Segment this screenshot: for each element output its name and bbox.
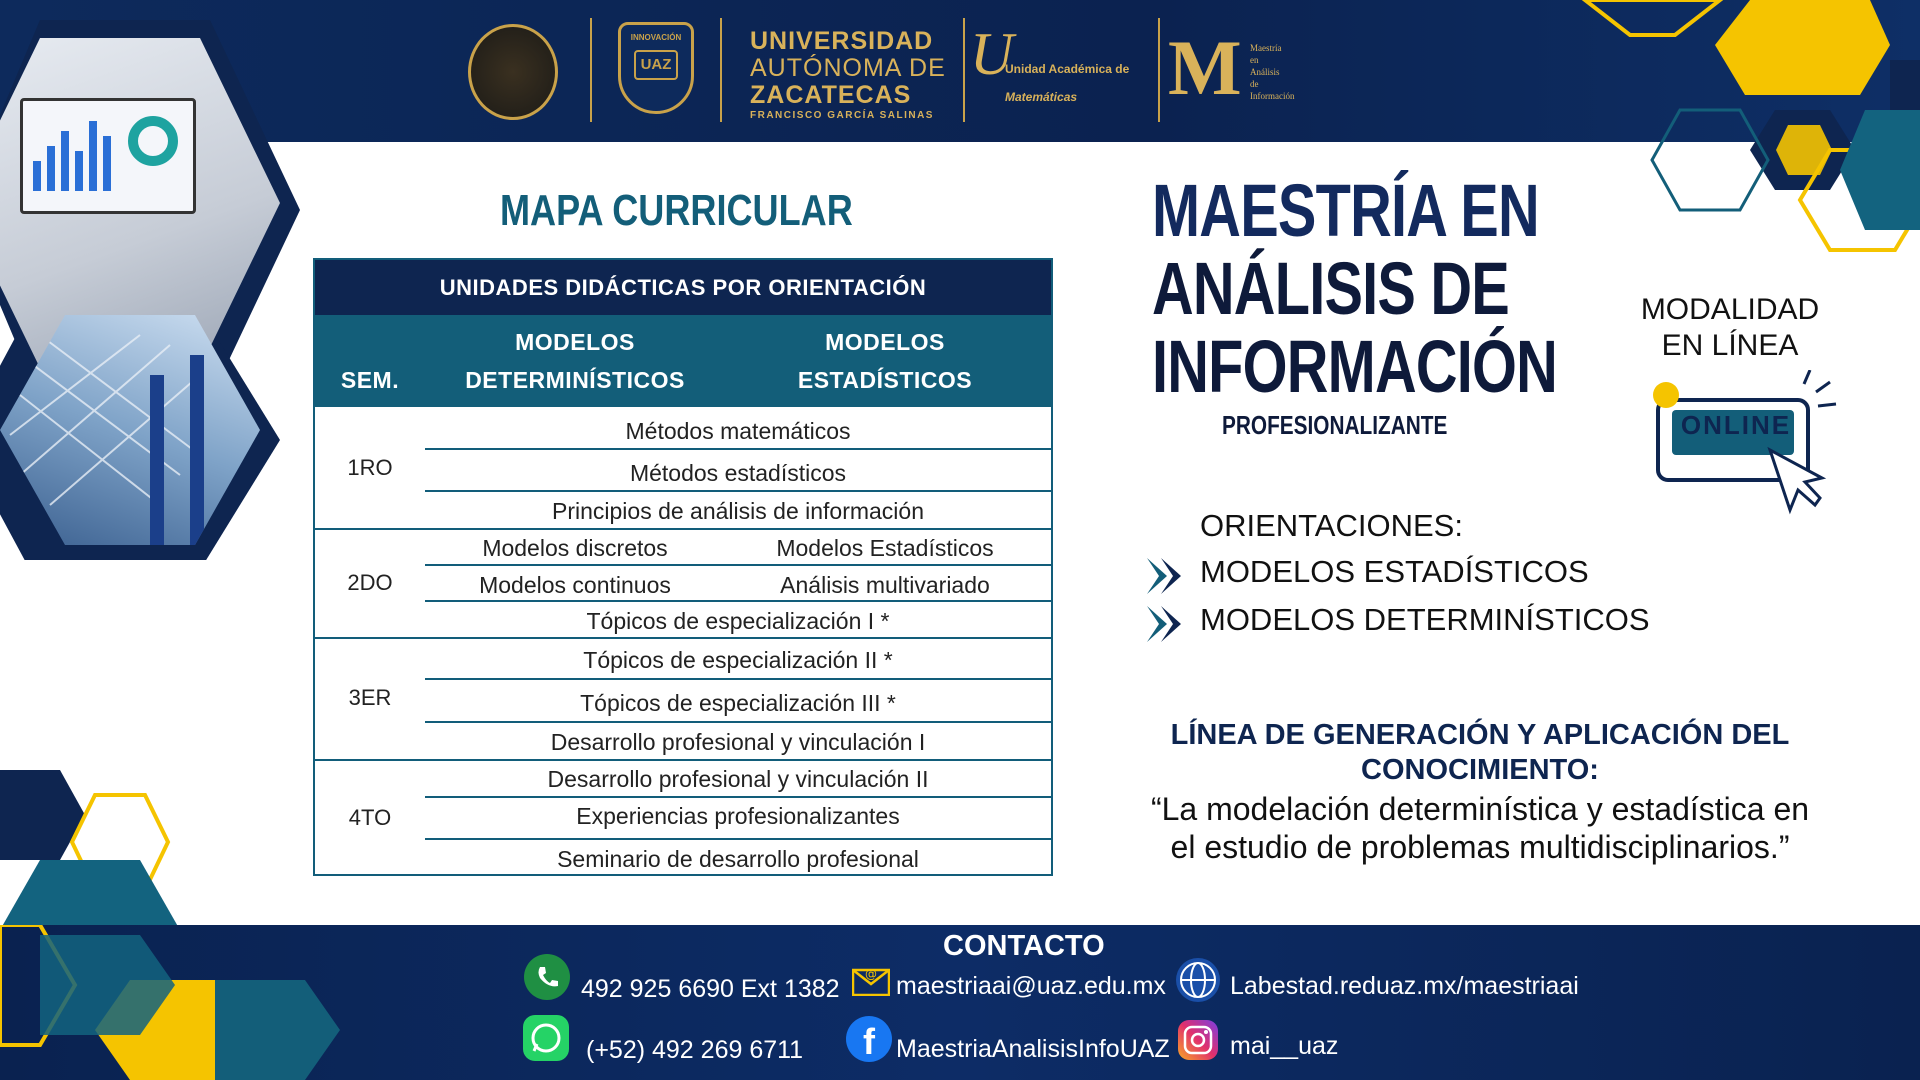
lgac-title [1120,718,1840,788]
unit-name-line1: Unidad Académica de [1005,62,1130,76]
row-divider [425,448,1051,450]
mai-logo-line: Información [1250,91,1295,101]
program-title-line1: MAESTRÍA EN [1152,169,1539,252]
whatsapp-number[interactable]: (+52) 492 269 6711 [586,1036,804,1064]
instagram-icon [1178,1020,1218,1060]
curriculum-table [313,258,1053,876]
row-divider [425,490,1051,492]
logo-divider [590,18,592,122]
row-divider [425,721,1051,723]
university-name-line3: ZACATECAS [750,81,912,109]
semester-divider [315,528,1051,530]
globe-icon [1176,958,1220,1002]
unit-name-line2: Matemáticas [1005,90,1078,104]
course-row: Métodos matemáticos [625,418,851,444]
lgac-title-line2: CONOCIMIENTO: [1361,754,1599,786]
lgac-quote-line2: el estudio de problemas multidisciplinarios.” [1170,829,1790,865]
whatsapp-icon [523,1015,569,1061]
modality-line1: MODALIDAD [1640,293,1820,326]
semester-divider [315,637,1051,639]
course-row: Desarrollo profesional y vinculación I [550,729,926,755]
program-title-block [1152,169,1671,408]
course-row: Modelos discretos [482,535,668,561]
course-row: Tópicos de especialización III * [580,690,896,716]
table-title: UNIDADES DIDÁCTICAS POR ORIENTACIÓN [315,260,1051,315]
program-subtitle: PROFESIONALIZANTE [1222,410,1448,440]
email-icon [852,962,890,996]
uaz-shield-logo [618,22,694,114]
logo-divider [720,18,722,122]
semester-label: 1RO [347,455,393,480]
uaz-logo-text: UAZ [634,50,678,80]
program-title-line3: INFORMACIÓN [1152,325,1558,408]
website-link[interactable]: Labestad.reduaz.mx/maestriaai [1230,972,1579,1000]
online-badge-text: ONLINE [1680,410,1792,440]
university-name-block [750,28,946,123]
logo-divider [963,18,965,122]
svg-text:@: @ [865,967,877,981]
bar-chart-icon [23,101,187,205]
lgac-quote-line1: “La modelación determinística y estadística en [1150,791,1810,827]
semester-divider [315,759,1051,761]
unit-logo-letter-icon: U [970,21,1014,87]
contact-heading: CONTACTO [943,930,1105,962]
row-divider [425,600,1051,602]
facebook-icon: f [846,1016,892,1062]
col-header-statistical-2: ESTADÍSTICOS [797,367,973,393]
course-row: Experiencias profesionalizantes [576,803,900,829]
col-header-deterministic-2: DETERMINÍSTICOS [465,367,685,393]
orientations-label: ORIENTACIONES: [1200,508,1463,543]
phone-number[interactable]: 492 925 6690 Ext 1382 [581,975,840,1003]
instagram-handle[interactable]: mai__uaz [1230,1032,1339,1060]
semester-label: 2DO [347,570,393,595]
online-badge-icon [1640,370,1840,520]
university-name-line1: UNIVERSIDAD [750,27,934,55]
row-divider [425,564,1051,566]
facebook-handle[interactable]: MaestriaAnalisisInfoUAZ [896,1035,1170,1063]
row-divider [425,678,1051,680]
laptop-screen [20,98,196,214]
mai-logo-line: en [1250,55,1259,65]
table-header [315,315,1051,407]
modality-line2: EN LÍNEA [1661,329,1799,362]
row-divider [425,796,1051,798]
col-header-statistical-1: MODELOS [825,329,945,355]
lgac-title-line1: LÍNEA DE GENERACIÓN Y APLICACIÓN DEL [1170,719,1790,751]
email-address[interactable]: maestriaai@uaz.edu.mx [896,972,1166,1000]
row-divider [425,838,1051,840]
hex-gold-shape [1715,0,1890,95]
course-row: Modelos Estadísticos [776,535,994,561]
lgac-quote [1100,790,1860,866]
modality-label [1620,292,1840,364]
university-name-line2: AUTÓNOMA DE [750,54,946,82]
course-row: Modelos continuos [479,572,671,598]
mai-logo-line: Análisis [1250,67,1280,77]
logo-divider [1158,18,1160,122]
mai-logo-line: Maestría [1250,43,1282,53]
course-row: Tópicos de especialización II * [583,647,893,673]
course-row: Análisis multivariado [780,572,990,598]
orientation-item: MODELOS ESTADÍSTICOS [1200,554,1589,589]
course-row: Desarrollo profesional y vinculación II [547,766,929,792]
course-row: Seminario de desarrollo profesional [557,846,919,872]
course-row: Tópicos de especialización I * [586,608,890,634]
unit-name-block [1005,55,1129,111]
university-subtitle: FRANCISCO GARCÍA SALINAS [750,110,934,121]
hex-decoration-footer [0,925,340,1080]
semester-label: 3ER [348,685,392,710]
mai-logo-icon: M [1168,24,1242,111]
curriculum-heading: MAPA CURRICULAR [500,186,853,235]
chevron-right-icon [1145,604,1189,644]
uaz-logo-top-text: INNOVACIÓN [630,33,682,42]
semester-label: 4TO [348,805,392,830]
phone-icon [524,954,570,1000]
program-title-line2: ANÁLISIS DE [1152,247,1510,330]
orientation-item: MODELOS DETERMINÍSTICOS [1200,602,1650,637]
university-seal-logo [468,24,558,120]
mai-logo-line: de [1250,79,1259,89]
col-header-deterministic-1: MODELOS [515,329,635,355]
mai-logo-text [1250,42,1294,102]
col-header-semester: SEM. [340,367,400,393]
course-row: Principios de análisis de información [551,498,925,524]
chevron-right-icon [1145,556,1189,596]
course-row: Métodos estadísticos [629,460,847,486]
